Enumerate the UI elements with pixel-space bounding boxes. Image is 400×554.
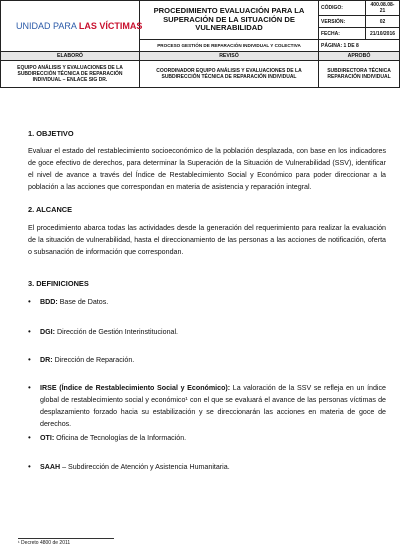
definiciones-heading: 3. DEFINICIONES xyxy=(28,279,89,288)
definition-term: IRSE (Índice de Restablecimiento Social y Económico): xyxy=(40,384,231,392)
reviso-value: COORDINADOR EQUIPO ANÁLISIS Y EVALUACIONES DE LA SUBDIRECCIÓN TÉCNICA DE REPARACIÓN INDIVIDUAL xyxy=(140,61,319,88)
bullet-icon: • xyxy=(28,383,31,392)
version-label: VERSIÓN: xyxy=(319,16,366,28)
logo-text xyxy=(16,21,142,31)
footnote: ¹ Decreto 4800 de 2011 xyxy=(18,540,71,546)
definition-item xyxy=(28,461,386,473)
aprobo-label: APROBÓ xyxy=(319,52,400,61)
logo-text-brand: LAS VÍCTIMAS xyxy=(78,21,143,31)
elaboro-label: ELABORÓ xyxy=(1,52,140,61)
definition-text: La valoración de la SSV se refleja en un índice global de restablecimiento social y económico¹ con el que se evaluará el avance de las personas víctimas de desplazamiento forzado hacia su estabilización y se direccionarán las acciones en materia de goce de derechos. xyxy=(40,384,386,428)
bullet-icon: • xyxy=(28,327,31,336)
definition-text: Base de Datos. xyxy=(57,298,109,306)
definition-term: OTI: xyxy=(40,434,55,442)
process-name: PROCESO GESTIÓN DE REPARACIÓN INDIVIDUAL Y COLECTIVA xyxy=(140,40,319,52)
codigo-value: 400.08.08-21 xyxy=(366,1,400,16)
fecha-label: FECHA: xyxy=(319,28,366,40)
definition-term: BDD: xyxy=(40,298,58,306)
version-value: 02 xyxy=(366,16,400,28)
alcance-paragraph: El procedimiento abarca todas las actividades desde la generación del requerimiento para realizar la evaluación de la situación de vulnerabilidad, hasta el direccionamiento de las personas a las acciones de notificación, oferta o subsanación de información que correspondan. xyxy=(28,224,386,256)
logo xyxy=(3,1,143,51)
document-title: PROCEDIMIENTO EVALUACIÓN PARA LA SUPERACIÓN DE LA SITUACIÓN DE VULNERABILIDAD xyxy=(140,1,319,40)
definition-item xyxy=(28,432,386,444)
objetivo-heading: 1. OBJETIVO xyxy=(28,129,74,138)
definition-item xyxy=(28,326,386,338)
definition-item xyxy=(28,296,386,308)
definition-text: Dirección de Gestión Interinstitucional. xyxy=(54,328,179,336)
alcance-heading: 2. ALCANCE xyxy=(28,205,73,214)
definition-text: Dirección de Reparación. xyxy=(52,356,135,364)
definition-text: – Subdirección de Atención y Asistencia Humanitaria. xyxy=(60,463,230,471)
reviso-label: REVISÓ xyxy=(140,52,319,61)
aprobo-value: SUBDIRECTORA TÉCNICA REPARACIÓN INDIVIDUAL xyxy=(319,61,400,88)
elaboro-value: EQUIPO ANÁLISIS Y EVALUACIONES DE LA SUBDIRECCIÓN TÉCNICA DE REPARACIÓN INDIVIDUAL – ENLACE SIG DR. xyxy=(1,61,140,88)
definition-term: DR: xyxy=(40,356,53,364)
definition-item xyxy=(28,382,386,430)
footnote-separator xyxy=(18,538,114,539)
page-number: PÁGINA: 1 DE 8 xyxy=(319,40,400,52)
document-header-table xyxy=(0,0,400,88)
definition-term: SAAH xyxy=(40,463,61,471)
objetivo-paragraph: Evaluar el estado del restablecimiento socioeconómico de la población desplazada, con base en los indicadores de goce efectivo de derechos, para determinar la Superación de la Situación de Vulnerabilidad (SSV), identificar el nivel de avance a través del Índice de Restablecimiento Social y Económico para poder direccionar a la población a las acciones que correspondan en materia de asistencia y reparación integral. xyxy=(28,147,386,191)
definition-text: Oficina de Tecnologías de la Información. xyxy=(54,434,187,442)
fecha-value: 21/10/2016 xyxy=(366,28,400,40)
definition-item xyxy=(28,354,386,366)
bullet-icon: • xyxy=(28,297,31,306)
logo-text-prefix: UNIDAD PARA xyxy=(16,21,77,31)
logo-cell xyxy=(1,1,143,52)
codigo-label: CÓDIGO: xyxy=(319,1,366,16)
definition-term: DGI: xyxy=(40,328,55,336)
bullet-icon: • xyxy=(28,462,31,471)
bullet-icon: • xyxy=(28,355,31,364)
bullet-icon: • xyxy=(28,433,31,442)
